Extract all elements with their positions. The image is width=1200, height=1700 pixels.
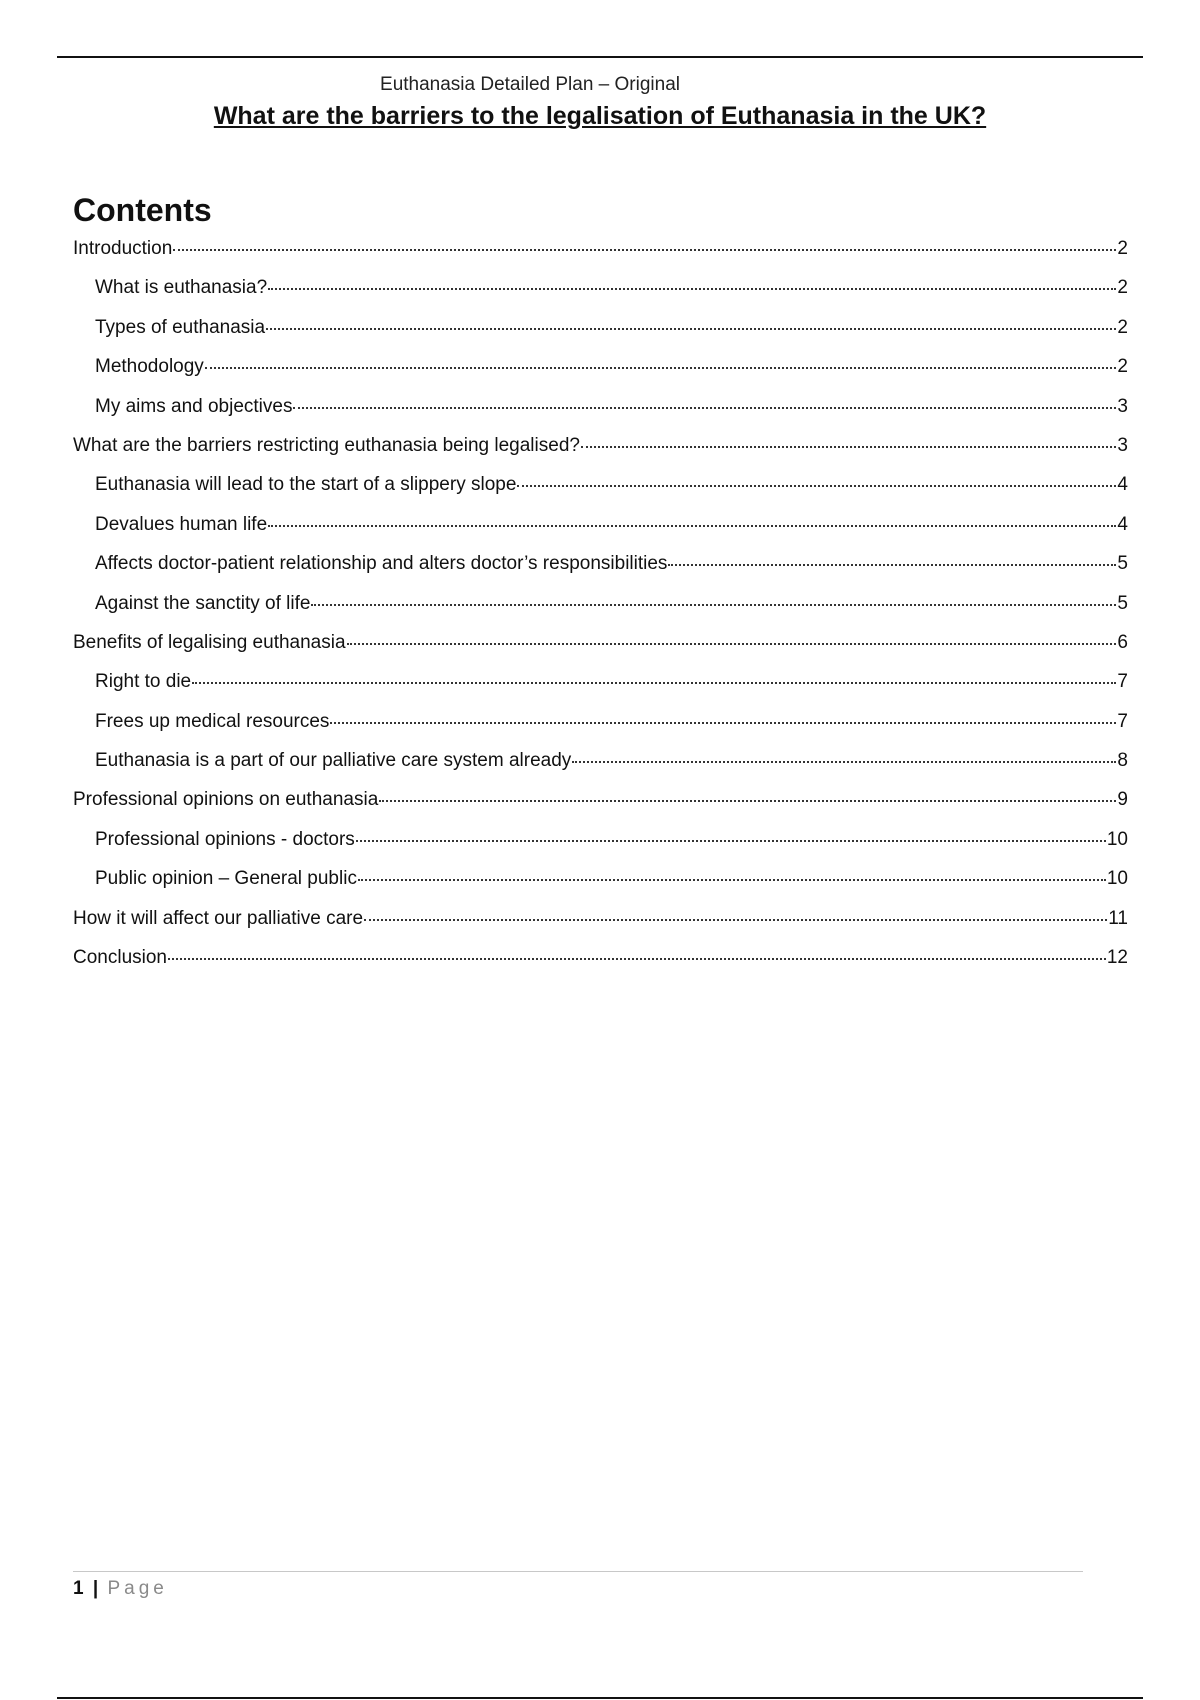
toc-entry-page[interactable]: 7 (1117, 710, 1128, 732)
toc-entry-label[interactable]: Affects doctor-patient relationship and alters doctor’s responsibilities (95, 553, 668, 575)
toc-entry-label[interactable]: Devalues human life (95, 513, 268, 535)
toc-entry-label[interactable]: Professional opinions - doctors (95, 828, 355, 850)
footer-page-number: 1 (73, 1578, 84, 1599)
toc-entry-page[interactable]: 3 (1117, 395, 1128, 417)
toc-entry[interactable] (73, 277, 1128, 316)
toc-dot-leader (356, 840, 1106, 842)
toc-entry-label[interactable]: Professional opinions on euthanasia (73, 789, 379, 811)
toc-entry-page[interactable]: 2 (1117, 316, 1128, 338)
toc-entry-label[interactable]: Types of euthanasia (95, 316, 266, 338)
toc-entry[interactable] (73, 317, 1128, 356)
toc-entry-page[interactable]: 2 (1117, 356, 1128, 378)
toc-entry-page[interactable]: 2 (1117, 238, 1128, 259)
toc-entry-page[interactable]: 5 (1117, 592, 1128, 614)
toc-entry-page[interactable]: 10 (1106, 828, 1128, 850)
toc-entry-page[interactable]: 6 (1117, 631, 1128, 653)
toc-dot-leader (668, 564, 1116, 566)
toc-entry-page[interactable]: 4 (1117, 474, 1128, 496)
toc-entry[interactable] (73, 947, 1128, 986)
toc-entry-label[interactable]: Against the sanctity of life (95, 592, 311, 614)
toc-entry-page[interactable]: 8 (1117, 750, 1128, 772)
table-of-contents (73, 238, 1128, 986)
toc-entry[interactable] (73, 750, 1128, 789)
footer-divider (73, 1571, 1083, 1572)
toc-entry-page[interactable]: 11 (1108, 907, 1128, 929)
toc-entry[interactable] (73, 553, 1128, 592)
toc-entry-label[interactable]: Methodology (95, 356, 204, 378)
toc-entry-label[interactable]: Frees up medical resources (95, 710, 330, 732)
toc-dot-leader (347, 643, 1117, 645)
toc-entry-label[interactable]: What is euthanasia? (95, 277, 268, 299)
toc-entry-page[interactable]: 9 (1117, 789, 1128, 811)
toc-entry-page[interactable]: 2 (1117, 277, 1128, 299)
toc-entry-label[interactable]: My aims and objectives (95, 395, 293, 417)
toc-entry-page[interactable]: 3 (1117, 434, 1128, 456)
toc-entry[interactable] (73, 868, 1128, 907)
toc-entry-label[interactable]: Right to die (95, 671, 192, 693)
toc-entry-label[interactable]: Benefits of legalising euthanasia (73, 631, 346, 653)
toc-entry[interactable] (73, 789, 1128, 828)
toc-entry-label[interactable]: Euthanasia is a part of our palliative care system already (95, 750, 572, 772)
toc-entry[interactable] (73, 593, 1128, 632)
toc-entry-page[interactable]: 10 (1106, 868, 1128, 890)
toc-dot-leader (364, 919, 1107, 921)
toc-entry-page[interactable]: 4 (1117, 513, 1128, 535)
toc-entry[interactable] (73, 356, 1128, 395)
footer-page-word: Page (107, 1578, 168, 1599)
toc-entry[interactable] (73, 514, 1128, 553)
toc-dot-leader (293, 407, 1116, 409)
page-footer (73, 1578, 168, 1600)
toc-entry-page[interactable]: 7 (1117, 671, 1128, 693)
toc-entry-label[interactable]: Public opinion – General public (95, 868, 357, 890)
toc-entry[interactable] (73, 435, 1128, 474)
toc-entry-label[interactable]: Introduction (73, 238, 173, 259)
toc-entry[interactable] (73, 632, 1128, 671)
toc-entry[interactable] (73, 829, 1128, 868)
toc-dot-leader (572, 761, 1116, 763)
top-border-line (57, 56, 1143, 58)
toc-entry-label[interactable]: What are the barriers restricting euthanasia being legalised? (73, 434, 580, 456)
toc-dot-leader (173, 249, 1116, 251)
toc-dot-leader (581, 446, 1116, 448)
toc-entry[interactable] (73, 474, 1128, 513)
document-title: What are the barriers to the legalisation of Euthanasia in the UK? (213, 102, 987, 130)
toc-entry-label[interactable]: Conclusion (73, 947, 167, 969)
toc-entry[interactable] (73, 238, 1128, 277)
toc-dot-leader (266, 328, 1116, 330)
footer-separator: | (92, 1578, 99, 1599)
toc-entry-page[interactable]: 5 (1117, 553, 1128, 575)
toc-entry-label[interactable]: Euthanasia will lead to the start of a slippery slope (95, 474, 517, 496)
document-header-label: Euthanasia Detailed Plan – Original (380, 74, 680, 95)
toc-dot-leader (311, 604, 1116, 606)
toc-entry-page[interactable]: 12 (1106, 947, 1128, 969)
toc-dot-leader (358, 879, 1106, 881)
toc-entry[interactable] (73, 396, 1128, 435)
toc-dot-leader (330, 722, 1116, 724)
contents-heading: Contents (73, 192, 212, 228)
toc-dot-leader (205, 367, 1117, 369)
toc-entry[interactable] (73, 711, 1128, 750)
toc-dot-leader (192, 682, 1116, 684)
bottom-border-line (57, 1697, 1143, 1699)
toc-dot-leader (268, 525, 1116, 527)
toc-dot-leader (379, 800, 1116, 802)
toc-dot-leader (168, 958, 1106, 960)
toc-entry[interactable] (73, 908, 1128, 947)
toc-dot-leader (517, 485, 1116, 487)
toc-entry-label[interactable]: How it will affect our palliative care (73, 907, 364, 929)
toc-entry[interactable] (73, 671, 1128, 710)
toc-dot-leader (268, 288, 1116, 290)
